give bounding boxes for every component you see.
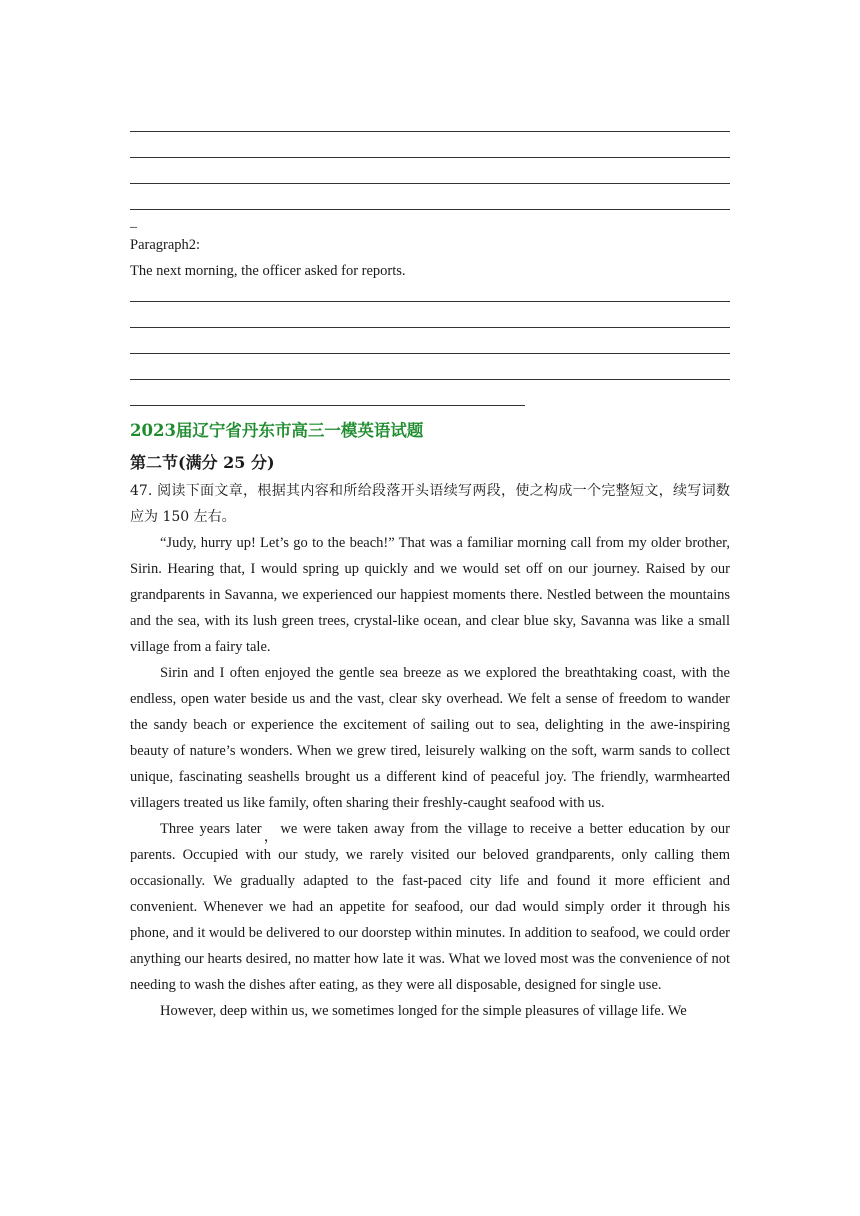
instruction-text: 阅读下面文章，根据其内容和所给段落开头语续写两段，使之构成一个完整短文，续写词数应为 150 左右。: [130, 483, 731, 525]
answer-line-short: [130, 380, 525, 406]
answer-line: [130, 132, 730, 158]
paragraph2-opening: The next morning, the officer asked for reports.: [130, 263, 406, 279]
passage-paragraph-3: [130, 816, 730, 998]
answer-line: [130, 184, 730, 210]
stray-underscore: _: [130, 215, 137, 230]
answer-line: [130, 158, 730, 184]
passage-paragraph-1: “Judy, hurry up! Let’s go to the beach!” That was a familiar morning call from my older brother, Sirin. Hearing that, I would spring up quickly and we would set off on our journey. Raised by our grandparents in Savanna, we experienced our happiest moments there. Nestled between the mountains and the sea, with its lush green trees, crystal-like ocean, and clear blue sky, Savanna was like a small village from a fairy tale.: [130, 535, 730, 655]
passage-paragraph-2: Sirin and I often enjoyed the gentle sea breeze as we explored the breathtaking coast, with the endless, open water beside us and the vast, clear sky overhead. We felt a sense of freedom to wander the sandy beach or experience the excitement of sailing out to sea, delighting in the awe-inspiring beauty of nature’s wonders. When we grew tired, leisurely walking on the soft, warm sands to collect unique, fascinating seashells brought us a different kind of peaceful joy. The friendly, warmhearted villagers treated us like family, often sharing their freshly-caught seafood with us.: [130, 665, 730, 811]
answer-line: [130, 328, 730, 354]
paragraph-3-comma: ，: [261, 829, 281, 845]
answer-lines-paragraph1: [130, 106, 730, 210]
answer-line: [130, 106, 730, 132]
exam-title: 2023届辽宁省丹东市高三一模英语试题: [130, 421, 424, 440]
answer-line: [130, 354, 730, 380]
answer-lines-paragraph2: [130, 276, 730, 406]
paragraph2-label: Paragraph2:: [130, 237, 201, 253]
passage-paragraph-4: However, deep within us, we sometimes longed for the simple pleasures of village life. We: [160, 1003, 687, 1019]
answer-line: [130, 302, 730, 328]
document-page: [130, 106, 730, 1024]
paragraph-3-start: Three years later: [160, 821, 262, 837]
question-instruction: [130, 478, 730, 530]
paragraph-3-rest: we were taken away from the village to receive a better education by our parents. Occupied with our study, we rarely visited our beloved grandparents, only calling them occasionally. We gradually adapted to the fast-paced city life and found it more efficient and convenient. Whenever we had an appetite for seafood, our dad would simply order it through his phone, and it would be delivered to our doorstep within minutes. In addition to seafood, we could order anything our hearts desired, no matter how late it was. What we loved most was the convenience of not needing to wash the dishes after eating, as they were all disposable, designed for single use.: [130, 821, 731, 993]
question-number: 47.: [130, 483, 153, 499]
section-title: 第二节(满分 25 分): [130, 453, 275, 472]
